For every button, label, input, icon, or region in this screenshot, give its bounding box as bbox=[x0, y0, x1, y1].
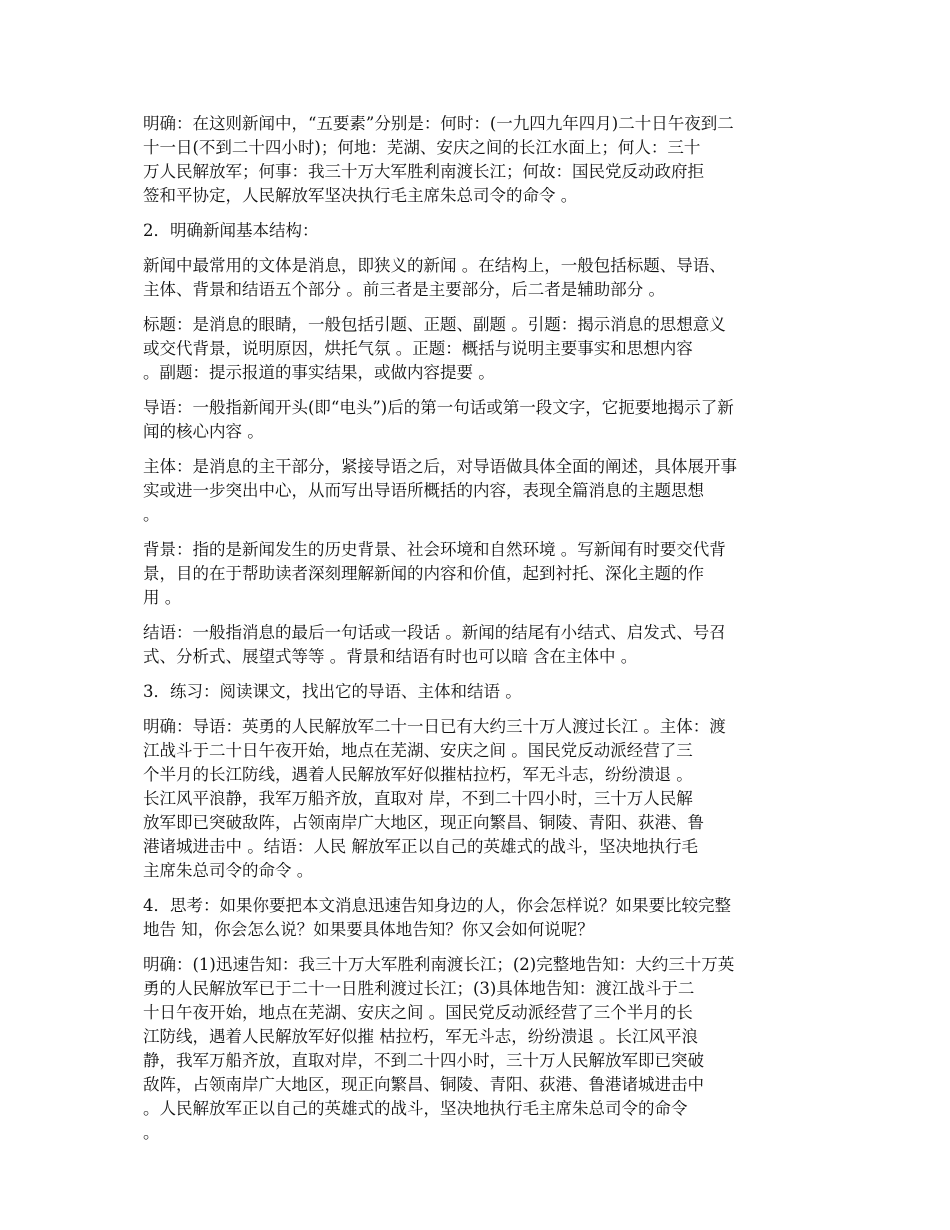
text-line: 结语：一般指消息的最后一句话或一段话 。新闻的结尾有小结式、启发式、号召 bbox=[143, 623, 726, 642]
paragraph bbox=[143, 455, 823, 527]
text-line: 放军即已突破敌阵，占领南岸广大地区，现正向繁昌、铜陵、青阳、荻港、鲁 bbox=[143, 813, 704, 832]
text-line: 江防线，遇着人民解放军好似摧 枯拉朽，军无斗志，纷纷溃退 。长江风平浪 bbox=[143, 1027, 698, 1046]
text-line: 。人民解放军正以自己的英雄式的战斗，坚决地执行毛主席朱总司令的命令 bbox=[143, 1099, 688, 1118]
text-line: 静，我军万船齐放，直取对岸，不到二十四小时，三十万人民解放军即已突破 bbox=[143, 1051, 704, 1070]
text-line: 闻的核心内容 。 bbox=[143, 422, 264, 441]
paragraph bbox=[143, 953, 823, 1145]
document-body bbox=[143, 112, 823, 1156]
text-line: 实或进一步突出中心，从而写出导语所概括的内容，表现全篇消息的主题思想 bbox=[143, 481, 704, 500]
paragraph bbox=[143, 715, 823, 883]
paragraph bbox=[143, 680, 823, 704]
text-line: 导语：一般指新闻开头(即“电头”)后的第一句话或第一段文字，它扼要地揭示了新 bbox=[143, 398, 734, 417]
text-line: 。 bbox=[143, 505, 160, 524]
text-line: 3．练习：阅读课文，找出它的导语、主体和结语 。 bbox=[143, 682, 522, 701]
text-line: 或交代背景，说明原因，烘托气氛 。正题：概括与说明主要事实和思想内容 bbox=[143, 339, 693, 358]
text-line: 4．思考：如果你要把本文消息迅速告知身边的人，你会怎样说？如果要比较完整 bbox=[143, 896, 731, 915]
text-line: 式、分析式、展望式等等 。背景和结语有时也可以暗 含在主体中 。 bbox=[143, 647, 638, 666]
text-line: 2．明确新闻基本结构： bbox=[143, 221, 319, 240]
text-line: 明确：导语：英勇的人民解放军二十一日已有大约三十万人渡过长江 。主体：渡 bbox=[143, 717, 726, 736]
text-line: 用 。 bbox=[143, 588, 182, 607]
text-line: 主体、背景和结语五个部分 。前三者是主要部分，后二者是辅助部分 。 bbox=[143, 280, 665, 299]
text-line: 景，目的在于帮助读者深刻理解新闻的内容和价值，起到衬托、深化主题的作 bbox=[143, 564, 704, 583]
paragraph bbox=[143, 112, 823, 208]
paragraph bbox=[143, 621, 823, 669]
text-line: 标题：是消息的眼睛，一般包括引题、正题、副题 。引题：揭示消息的思想意义 bbox=[143, 315, 726, 334]
paragraph bbox=[143, 313, 823, 385]
text-line: 。副题：提示报道的事实结果，或做内容提要 。 bbox=[143, 363, 495, 382]
text-line: 敌阵，占领南岸广大地区，现正向繁昌、铜陵、青阳、荻港、鲁港诸城进击中 bbox=[143, 1075, 704, 1094]
text-line: 。 bbox=[143, 1123, 160, 1142]
text-line: 明确：在这则新闻中，“五要素”分别是：何时：(一九四九年四月)二十日午夜到二 bbox=[143, 114, 734, 133]
text-line: 签和平协定，人民解放军坚决执行毛主席朱总司令的命令 。 bbox=[143, 186, 578, 205]
text-line: 江战斗于二十日午夜开始，地点在芜湖、安庆之间 。国民党反动派经营了三 bbox=[143, 741, 693, 760]
paragraph bbox=[143, 894, 823, 942]
text-line: 港诸城进击中 。结语：人民 解放军正以自己的英雄式的战斗，坚决地执行毛 bbox=[143, 837, 698, 856]
text-line: 背景：指的是新闻发生的历史背景、社会环境和自然环境 。写新闻有时要交代背 bbox=[143, 540, 726, 559]
text-line: 十一日(不到二十四小时)；何地：芜湖、安庆之间的长江水面上；何人：三十 bbox=[143, 138, 701, 157]
text-line: 明确：(1)迅速告知：我三十万大军胜利南渡长江；(2)完整地告知：大约三十万英 bbox=[143, 955, 735, 974]
text-line: 地告 知，你会怎么说？如果要具体地告知？你又会如何说呢？ bbox=[143, 920, 594, 939]
text-line: 勇的人民解放军已于二十一日胜利渡过长江；(3)具体地告知：渡江战斗于二 bbox=[143, 979, 695, 998]
paragraph bbox=[143, 396, 823, 444]
text-line: 个半月的长江防线，遇着人民解放军好似摧枯拉朽，军无斗志，纷纷溃退 。 bbox=[143, 765, 693, 784]
paragraph bbox=[143, 538, 823, 610]
text-line: 万人民解放军；何事：我三十万大军胜利南渡长江；何故：国民党反动政府拒 bbox=[143, 162, 704, 181]
text-line: 新闻中最常用的文体是消息，即狭义的新闻 。在结构上，一般包括标题、导语、 bbox=[143, 256, 726, 275]
text-line: 十日午夜开始，地点在芜湖、安庆之间 。国民党反动派经营了三个半月的长 bbox=[143, 1003, 693, 1022]
paragraph bbox=[143, 254, 823, 302]
text-line: 主席朱总司令的命令 。 bbox=[143, 861, 314, 880]
text-line: 主体：是消息的主干部分，紧接导语之后，对导语做具体全面的阐述，具体展开事 bbox=[143, 457, 737, 476]
text-line: 长江风平浪静，我军万船齐放，直取对 岸，不到二十四小时，三十万人民解 bbox=[143, 789, 693, 808]
paragraph bbox=[143, 219, 823, 243]
